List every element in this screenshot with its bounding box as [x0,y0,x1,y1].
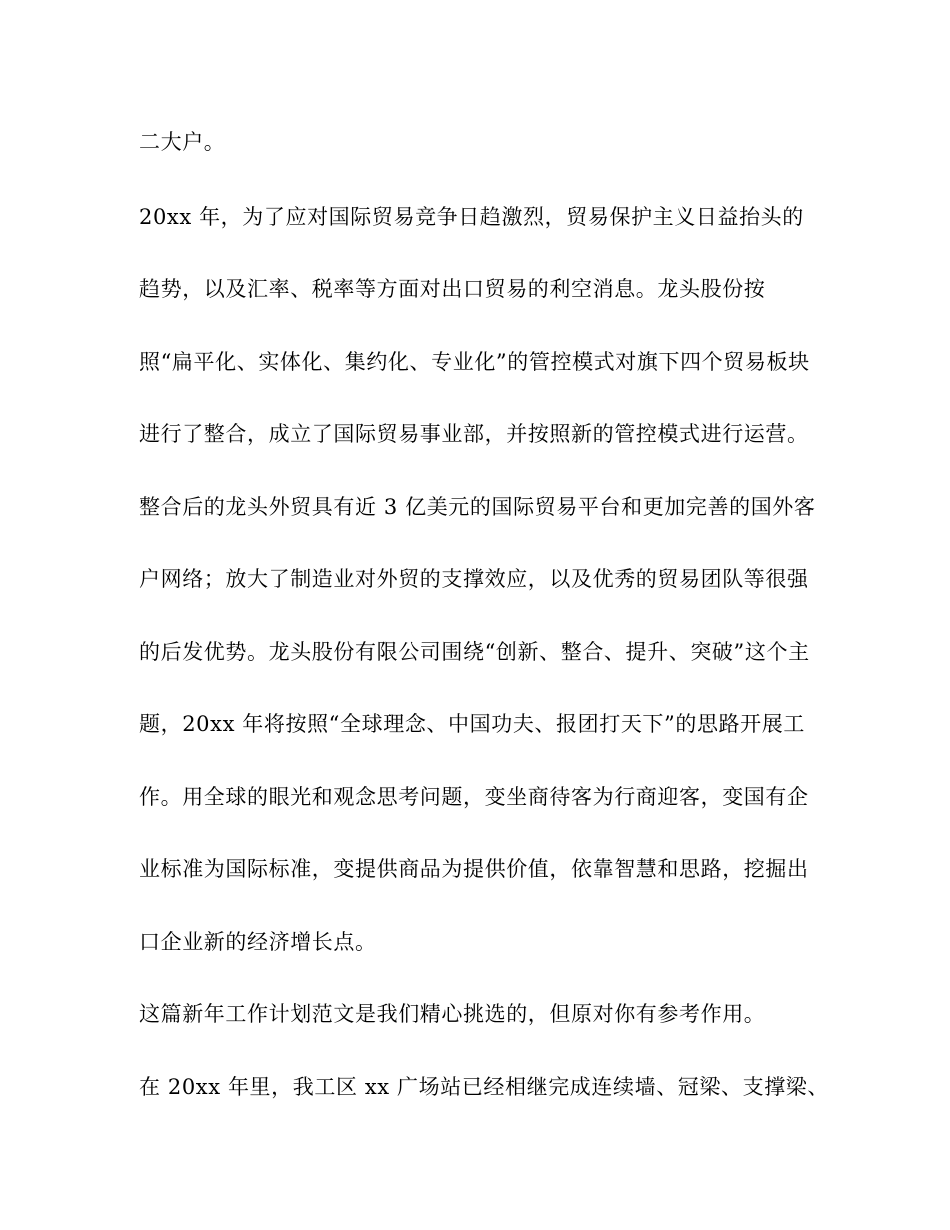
text-line: 的后发优势。龙头股份有限公司围绕“创新、整合、提升、突破”这个主 [139,640,810,664]
text-line: 趋势，以及汇率、税率等方面对出口贸易的利空消息。龙头股份按 [139,277,766,301]
text-line: 口企业新的经济增长点。 [139,930,377,954]
text-line: 在 20xx 年里，我工区 xx 广场站已经相继完成连续墙、冠梁、支撑梁、 [139,1075,829,1099]
text-line: 作。用全球的眼光和观念思考问题，变坐商待客为行商迎客，变国有企 [139,785,809,809]
text-line: 进行了整合，成立了国际贸易事业部，并按照新的管控模式进行运营。 [139,422,809,446]
text-line: 这篇新年工作计划范文是我们精心挑选的，但原对你有参考作用。 [139,1002,766,1026]
text-line: 业标准为国际标准，变提供商品为提供价值，依靠智慧和思路，挖掘出 [139,857,809,881]
text-line: 整合后的龙头外贸具有近 3 亿美元的国际贸易平台和更加完善的国外客 [139,495,816,519]
text-line: 20xx 年，为了应对国际贸易竞争日趋激烈，贸易保护主义日益抬头的 [139,205,804,229]
text-line: 题，20xx 年将按照“全球理念、中国功夫、报团打天下”的思路开展工 [139,712,805,736]
text-line: 二大户。 [139,130,226,154]
text-line: 照“扁平化、实体化、集约化、专业化”的管控模式对旗下四个贸易板块 [139,350,810,374]
text-line: 户网络；放大了制造业对外贸的支撑效应，以及优秀的贸易团队等很强 [139,567,809,591]
